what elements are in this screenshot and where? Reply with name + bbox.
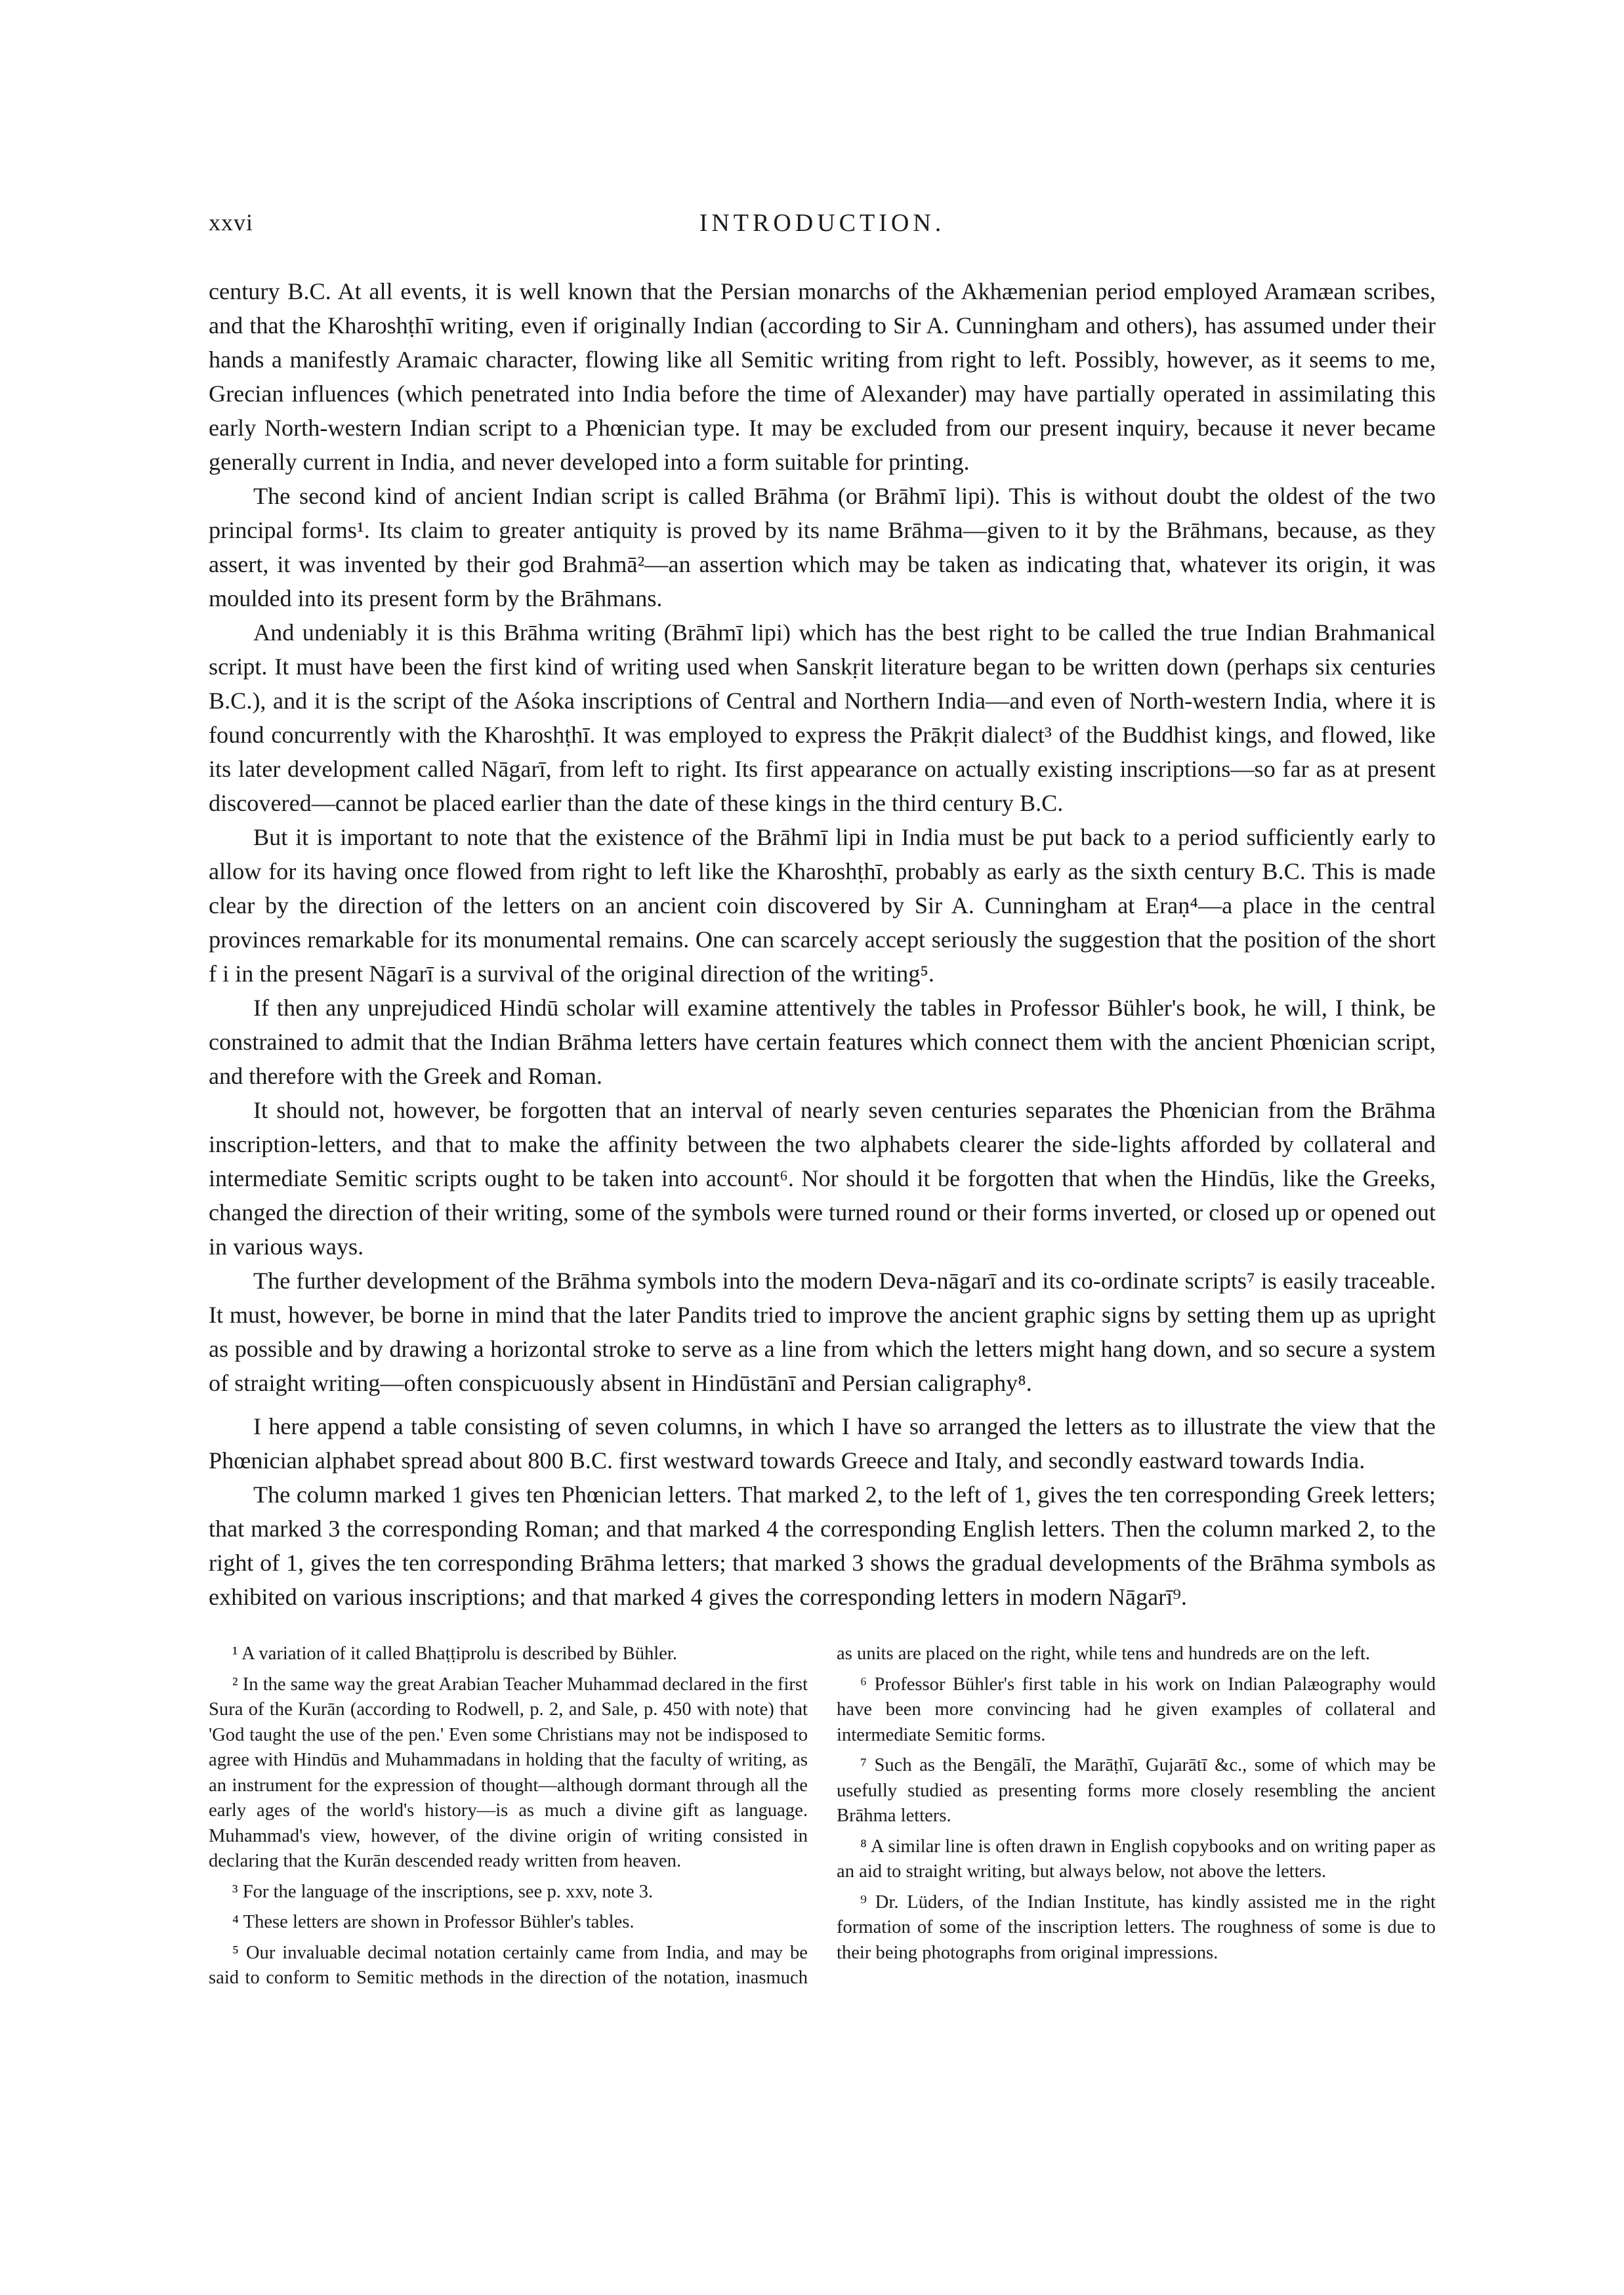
body-text: [209, 274, 1436, 1614]
paragraph: The column marked 1 gives ten Phœnician letters. That marked 2, to the left of 1, gives the ten corresponding Greek letters; that marked 3 the corresponding Roman; and that marked 4 the corresponding English letters. Then the column marked 2, to the right of 1, gives the ten corresponding Brāhma letters; that marked 3 shows the gradual developments of the Brāhma symbols as exhibited on various inscriptions; and that marked 4 gives the corresponding letters in modern Nāgarī⁹.: [209, 1481, 1436, 1610]
footnote: ⁴ These letters are shown in Professor Bühler's tables.: [232, 1912, 635, 1932]
footnote: ² In the same way the great Arabian Teacher Muhammad declared in the first Sura of the Kurān (according to Rodwell, p. 2, and Sale, p. 450 with note) that 'God taught the use of the pen.' Even some Christians may not be indisposed to agree with Hindūs and Muhammadans in holding that the faculty of writing, as an instrument for the expression of thought—although dormant through all the early ages of the world's history—is as much a divine gift as language. Muhammad's view, however, of the divine origin of writing consisted in declaring that the Kurān descended ready written from heaven.: [209, 1674, 808, 1871]
paragraph: And undeniably it is this Brāhma writing (Brāhmī lipi) which has the best right to be called the true Indian Brahmanical script. It must have been the first kind of writing used when Sanskṛit literature began to be written down (perhaps six centuries B.C.), and it is the script of the Aśoka inscriptions of Central and Northern India—and even of North-western India, where it is found concurrently with the Kharoshṭhī. It was employed to express the Prākṛit dialect³ of the Buddhist kings, and flowed, like its later development called Nāgarī, from left to right. Its first appearance on actually existing inscriptions—so far as at present discovered—cannot be placed earlier than the date of these kings in the third century B.C.: [209, 619, 1436, 816]
footnote: ⁹ Dr. Lüders, of the Indian Institute, has kindly assisted me in the right formation of some of the inscription letters. The roughness of some is due to their being photographs from original impressions.: [837, 1892, 1436, 1963]
footnote: ⁶ Professor Bühler's first table in his work on Indian Palæography would have been more convincing had he given examples of collateral and intermediate Semitic forms.: [837, 1674, 1436, 1745]
page-number: xxvi: [209, 209, 254, 236]
paragraph: I here append a table consisting of seven columns, in which I have so arranged the letters as to illustrate the view that the Phœnician alphabet spread about 800 B.C. first westward towards Greece and Italy, and secondly eastward towards India.: [209, 1413, 1436, 1474]
paragraph: The second kind of ancient Indian script is called Brāhma (or Brāhmī lipi). This is without doubt the oldest of the two principal forms¹. Its claim to greater antiquity is proved by its name Brāhma—given to it by the Brāhmans, because, as they assert, it was invented by their god Brahmā²—an assertion which may be taken as indicating that, whatever its origin, it was moulded into its present form by the Brāhmans.: [209, 483, 1436, 611]
footnote: ⁵ Our invaluable decimal notation certainly came from India, and may be said to conform to Semitic methods in the direction of the notation, inasmuch as units are placed on the right, while tens and hundreds are on the left.: [209, 1644, 1371, 1988]
footnote: ³ For the language of the inscriptions, see p. xxv, note 3.: [232, 1881, 654, 1902]
paragraph: The further development of the Brāhma symbols into the modern Deva-nāgarī and its co-ordinate scripts⁷ is easily traceable. It must, however, be borne in mind that the later Pandits tried to improve the ancient graphic signs by setting them up as upright as possible and by drawing a horizontal stroke to serve as a line from which the letters might hang down, and so secure a system of straight writing—often conspicuously absent in Hindūstānī and Persian caligraphy⁸.: [209, 1268, 1436, 1396]
footnotes: [209, 1642, 1436, 1991]
paragraph: But it is important to note that the existence of the Brāhmī lipi in India must be put back to a period sufficiently early to allow for its having once flowed from right to left like the Kharoshṭhī, probably as early as the sixth century B.C. This is made clear by the direction of the letters on an ancient coin discovered by Sir A. Cunningham at Eraṇ⁴—a place in the central provinces remarkable for its monumental remains. One can scarcely accept seriously the suggestion that the position of the short f i in the present Nāgarī is a survival of the original direction of the writing⁵.: [209, 824, 1436, 987]
page: [209, 209, 1436, 1991]
running-head: [209, 209, 1436, 241]
running-title: INTRODUCTION.: [699, 209, 946, 237]
footnote: ¹ A variation of it called Bhaṭṭiprolu is described by Bühler.: [232, 1644, 678, 1664]
paragraph: century B.C. At all events, it is well known that the Persian monarchs of the Akhæmenian period employed Aramæan scribes, and that the Kharoshṭhī writing, even if originally Indian (according to Sir A. Cunningham and others), has assumed under their hands a manifestly Aramaic character, flowing like all Semitic writing from right to left. Possibly, however, as it seems to me, Grecian influences (which penetrated into India before the time of Alexander) may have partially operated in assimilating this early North-western Indian script to a Phœnician type. It may be excluded from our present inquiry, because it never became generally current in India, and never developed into a form suitable for printing.: [209, 278, 1436, 475]
footnote: ⁸ A similar line is often drawn in English copybooks and on writing paper as an aid to straight writing, but always below, not above the letters.: [837, 1836, 1436, 1882]
footnote: ⁷ Such as the Bengālī, the Marāṭhī, Gujarātī &c., some of which may be usefully studied as presenting forms more closely resembling the ancient Brāhma letters.: [837, 1755, 1436, 1826]
paragraph: If then any unprejudiced Hindū scholar will examine attentively the tables in Professor Bühler's book, he will, I think, be constrained to admit that the Indian Brāhma letters have certain features which connect them with the ancient Phœnician script, and therefore with the Greek and Roman.: [209, 995, 1436, 1089]
paragraph: It should not, however, be forgotten that an interval of nearly seven centuries separates the Phœnician from the Brāhma inscription-letters, and that to make the affinity between the two alphabets clearer the side-lights afforded by collateral and intermediate Semitic scripts ought to be taken into account⁶. Nor should it be forgotten that when the Hindūs, like the Greeks, changed the direction of their writing, some of the symbols were turned round or their forms inverted, or closed up or opened out in various ways.: [209, 1097, 1436, 1260]
